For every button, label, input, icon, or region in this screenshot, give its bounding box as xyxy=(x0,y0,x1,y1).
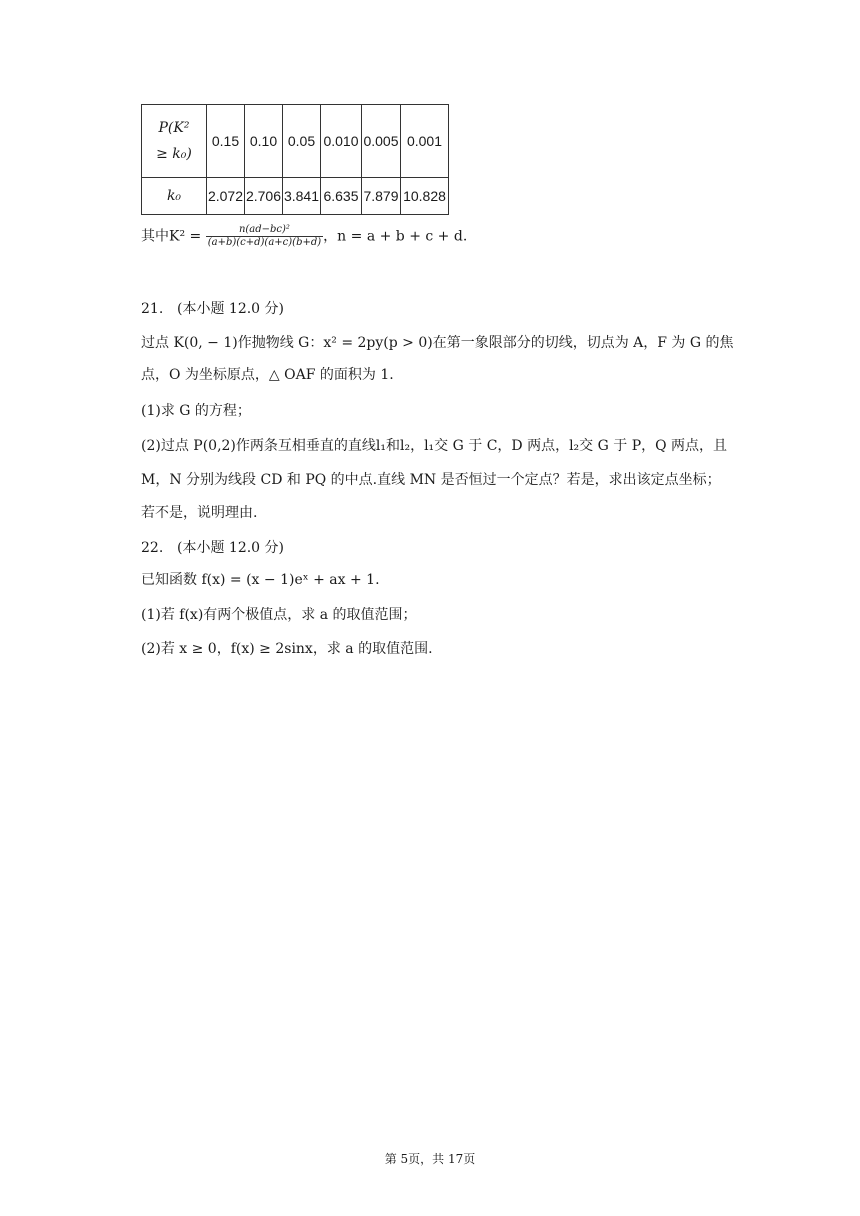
q21-part2-line2: M，N 分别为线段 CD 和 PQ 的中点.直线 MN 是否恒过一个定点？若是，求出该定点坐标； xyxy=(141,472,721,488)
formula-suffix: ，n = a + b + c + d. xyxy=(323,228,468,245)
table-cell: 0.15 xyxy=(207,105,245,178)
question-number: 22. xyxy=(141,540,164,556)
table-cell: 2.072 xyxy=(207,178,245,215)
k-squared-formula xyxy=(141,224,467,249)
question-points: (本小题 12.0 分) xyxy=(177,301,284,317)
formula-prefix: 其中K² = xyxy=(141,228,206,245)
header-label-line2: ≥ k₀) xyxy=(156,146,192,162)
question-points: (本小题 12.0 分) xyxy=(177,540,284,556)
q22-stem: 已知函数 f(x) = (x − 1)eˣ + ax + 1. xyxy=(141,572,380,588)
table-cell: 0.05 xyxy=(283,105,321,178)
table-cell: 6.635 xyxy=(321,178,362,215)
question-22-header xyxy=(141,537,284,557)
table-row-p xyxy=(142,105,449,178)
table-cell: 0.10 xyxy=(245,105,283,178)
critical-value-table xyxy=(141,104,449,215)
page-footer: 第 5页，共 17页 xyxy=(384,1152,476,1166)
table-cell: 7.879 xyxy=(362,178,401,215)
table-cell: 0.001 xyxy=(401,105,449,178)
table-cell: 0.005 xyxy=(362,105,401,178)
table-header-p xyxy=(142,105,207,178)
q22-part1: (1)若 f(x)有两个极值点，求 a 的取值范围； xyxy=(141,607,417,623)
table-row-k xyxy=(142,178,449,215)
table-cell: 0.010 xyxy=(321,105,362,178)
question-number: 21. xyxy=(141,301,164,317)
q21-stem-line2: 点，O 为坐标原点，△ OAF 的面积为 1. xyxy=(141,367,394,383)
table-cell: 2.706 xyxy=(245,178,283,215)
q21-part2-line3: 若不是，说明理由. xyxy=(141,505,258,521)
question-21-header xyxy=(141,298,284,318)
formula-numerator: n(ad−bc)² xyxy=(206,224,323,237)
q21-part1: (1)求 G 的方程； xyxy=(141,403,251,419)
table-header-k: k₀ xyxy=(142,178,207,215)
formula-denominator: (a+b)(c+d)(a+c)(b+d) xyxy=(207,237,322,248)
q22-part2: (2)若 x ≥ 0，f(x) ≥ 2sinx，求 a 的取值范围. xyxy=(141,641,433,657)
table-cell: 10.828 xyxy=(401,178,449,215)
table-cell: 3.841 xyxy=(283,178,321,215)
formula-fraction xyxy=(206,224,323,249)
header-label-line1: P(K² xyxy=(158,120,190,136)
q21-stem-line1: 过点 K(0, − 1)作抛物线 G：x² = 2py(p > 0)在第一象限部分的切线，切点为 A，F 为 G 的焦 xyxy=(141,335,734,351)
q21-part2-line1: (2)过点 P(0,2)作两条互相垂直的直线l₁和l₂，l₁交 G 于 C，D 两点，l₂交 G 于 P，Q 两点，且 xyxy=(141,438,728,454)
